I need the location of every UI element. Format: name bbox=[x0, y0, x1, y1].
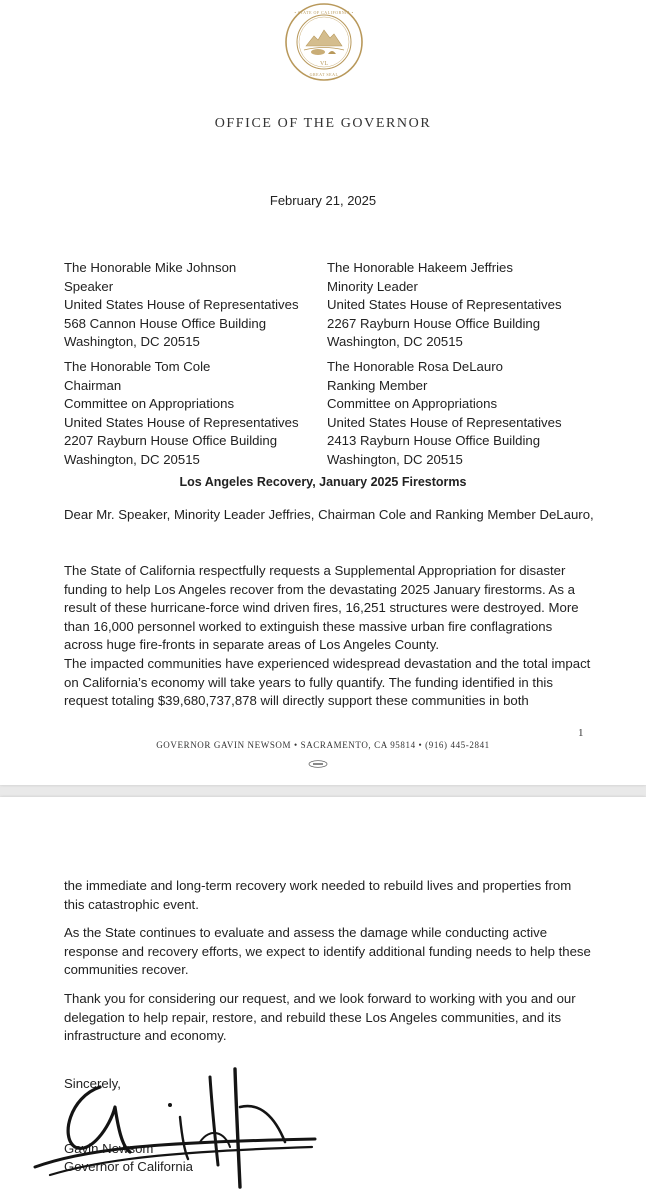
office-title: OFFICE OF THE GOVERNOR bbox=[214, 116, 432, 131]
recipient-committee: Committee on Appropriations bbox=[327, 396, 498, 411]
letter-date: February 21, 2025 bbox=[269, 193, 377, 208]
body-paragraph-2-end: the immediate and long-term recovery work needed to rebuild lives and properties from this catastrophic event. bbox=[64, 878, 572, 912]
svg-text:GREAT SEAL: GREAT SEAL bbox=[309, 72, 339, 77]
recipient-building: 568 Cannon House Office Building bbox=[64, 315, 267, 331]
letter-page-2 bbox=[0, 797, 646, 1200]
state-seal-icon bbox=[284, 2, 364, 82]
recipient-title: Speaker bbox=[64, 278, 114, 294]
union-label-icon bbox=[308, 760, 328, 768]
recipient-org: United States House of Representatives bbox=[327, 297, 562, 312]
recipient-address-cole bbox=[64, 358, 324, 469]
letterhead-footer: GOVERNOR GAVIN NEWSOM • SACRAMENTO, CA 95814 • (916) 445-2841 bbox=[156, 740, 490, 750]
recipient-title: Minority Leader bbox=[327, 278, 418, 294]
recipient-city: Washington, DC 20515 bbox=[64, 451, 200, 467]
page-number: 1 bbox=[578, 727, 584, 739]
recipient-address-jeffries bbox=[327, 259, 587, 352]
recipient-city: Washington, DC 20515 bbox=[64, 334, 200, 349]
body-paragraph-4: Thank you for considering our request, and we look forward to working with you and our delegation to help repair, restore, and rebuild these Los Angeles communities, and its infrastructure and economy. bbox=[64, 991, 576, 1044]
recipient-building: 2267 Rayburn House Office Building bbox=[327, 315, 541, 331]
svg-text:• STATE OF CALIFORNIA •: • STATE OF CALIFORNIA • bbox=[294, 10, 354, 15]
body-paragraph-2-start: The impacted communities have experienced widespread devastation and the total impact on California’s economy will take years to fully quantify. The funding identified in this request totaling $39,680,737,878 will directly support these communities in both bbox=[64, 656, 591, 709]
recipient-org: United States House of Representatives bbox=[64, 297, 299, 312]
recipient-org: United States House of Representatives bbox=[327, 414, 562, 430]
closing: Sincerely, bbox=[64, 1076, 121, 1091]
recipient-address-delauro bbox=[327, 358, 587, 469]
recipient-org: United States House of Representatives bbox=[64, 414, 299, 430]
recipient-name: The Honorable Mike Johnson bbox=[64, 260, 237, 275]
recipient-name: The Honorable Tom Cole bbox=[64, 359, 211, 374]
recipient-address-johnson bbox=[64, 259, 324, 352]
svg-text:VL: VL bbox=[320, 61, 328, 67]
recipient-building: 2207 Rayburn House Office Building bbox=[64, 433, 278, 448]
recipient-city: Washington, DC 20515 bbox=[327, 334, 463, 349]
recipient-title: Chairman bbox=[64, 377, 122, 393]
recipient-name: The Honorable Rosa DeLauro bbox=[327, 359, 503, 374]
recipient-committee: Committee on Appropriations bbox=[64, 396, 235, 411]
recipient-building: 2413 Rayburn House Office Building bbox=[327, 433, 541, 448]
body-paragraph-3: As the State continues to evaluate and assess the damage while conducting active response and recovery efforts, we expect to identify additional funding needs to help these communities recover. bbox=[64, 925, 591, 978]
salutation: Dear Mr. Speaker, Minority Leader Jeffries, Chairman Cole and Ranking Member DeLauro, bbox=[64, 507, 594, 522]
body-paragraph-1: The State of California respectfully requests a Supplemental Appropriation for disaster funding to help Los Angeles recover from the devastating 2025 January firestorms. As a result of these hurricane-force wind driven fires, 16,251 structures were destroyed. More than 16,000 personnel worked to extinguish these massive urban fire conflagrations across huge fire-fronts in separate areas of Los Angeles County. bbox=[64, 563, 579, 653]
signer-title: Governor of California bbox=[64, 1159, 194, 1174]
letter-subject: Los Angeles Recovery, January 2025 Firestorms bbox=[179, 475, 467, 489]
recipient-name: The Honorable Hakeem Jeffries bbox=[327, 260, 513, 275]
recipient-title: Ranking Member bbox=[327, 377, 428, 393]
signer-name: Gavin Newsom bbox=[64, 1141, 154, 1156]
recipient-city: Washington, DC 20515 bbox=[327, 451, 463, 467]
